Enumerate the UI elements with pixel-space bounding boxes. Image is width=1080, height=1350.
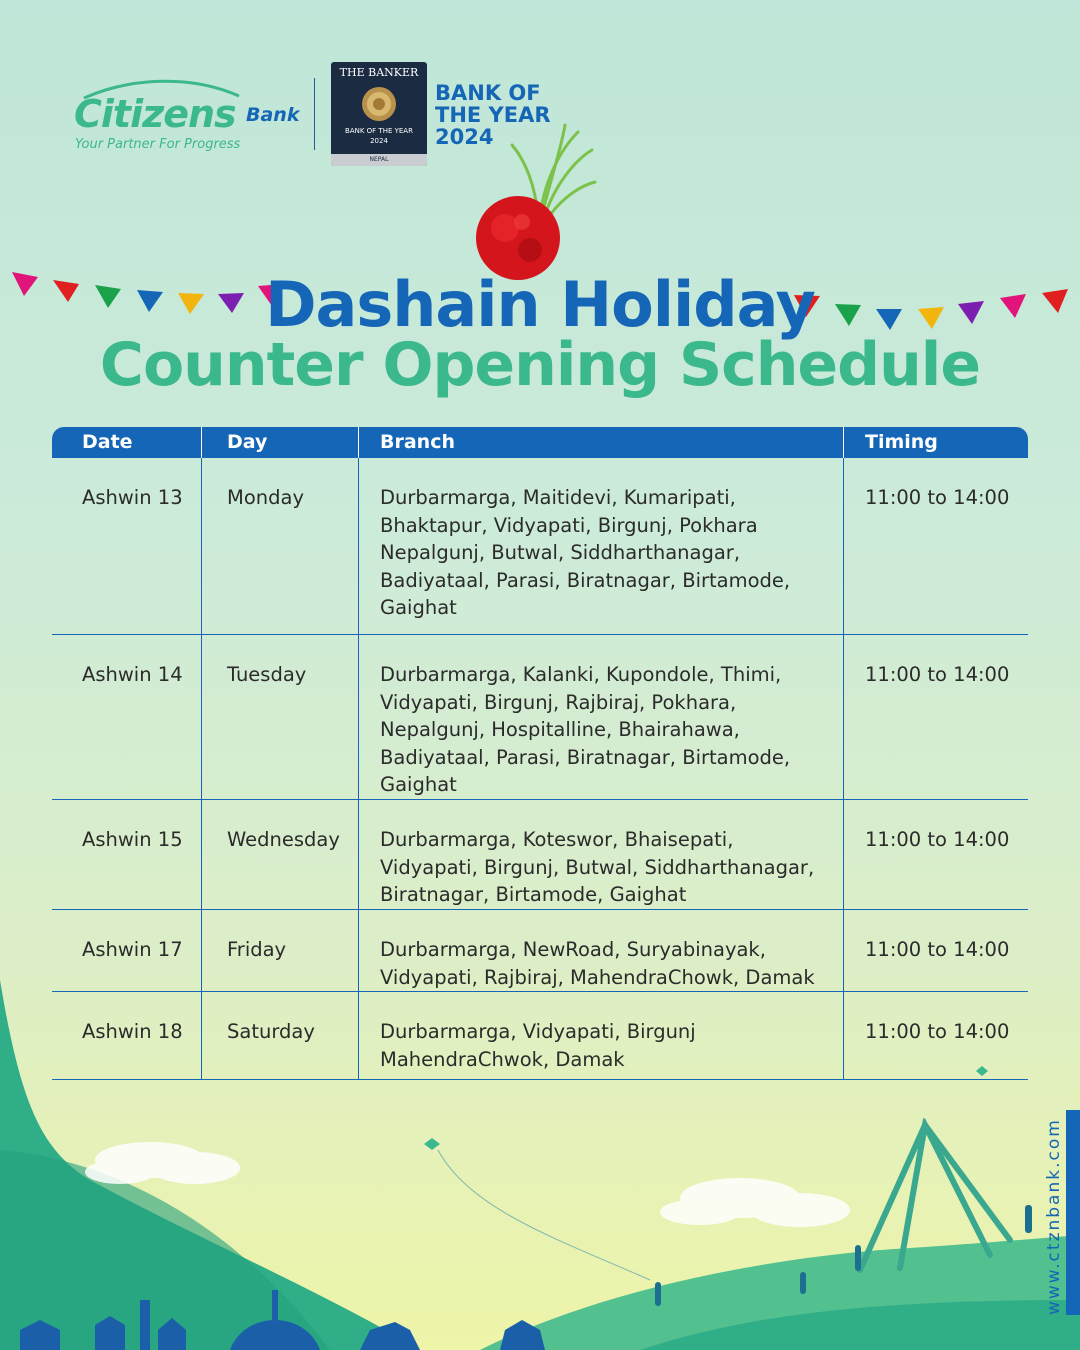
brand-suffix: Bank: [246, 104, 300, 126]
cell-date: Ashwin 18: [82, 1020, 183, 1043]
award-publisher: THE BANKER: [339, 66, 419, 79]
award-country: NEPAL: [331, 154, 427, 166]
award-badge-line1: BANK OF THE YEAR: [345, 127, 413, 135]
award-badge-line2: 2024: [370, 137, 388, 145]
cell-timing: 11:00 to 14:00: [843, 800, 1028, 909]
cell-date: Ashwin 14: [82, 663, 183, 686]
cell-branch: Durbarmarga, Koteswor, Bhaisepati, Vidyapati, Birgunj, Butwal, Siddharthanagar, Biratnagar, Birtamode, Gaighat: [358, 800, 843, 909]
award-badge: [331, 62, 427, 166]
page-title: Dashain Holiday: [265, 268, 815, 341]
award-headline-line3: 2024: [435, 125, 494, 149]
header-timing: Timing: [843, 427, 1028, 458]
header: [74, 62, 551, 172]
brand-tagline: Your Partner For Progress: [75, 137, 241, 152]
award-headline-line1: BANK OF: [435, 81, 541, 105]
table-row: [52, 800, 1028, 910]
cell-branch: Durbarmarga, Vidyapati, Birgunj MahendraChwok, Damak: [358, 992, 843, 1079]
cell-date: Ashwin 13: [82, 486, 183, 509]
cell-day: Wednesday: [201, 800, 358, 909]
table-row: [52, 458, 1028, 635]
cell-date: Ashwin 17: [82, 938, 183, 961]
schedule-table: [52, 427, 1028, 1080]
cell-branch: Durbarmarga, Maitidevi, Kumaripati, Bhaktapur, Vidyapati, Birgunj, Pokhara Nepalgunj, Butwal, Siddharthanagar, Badiyataal, Parasi, Biratnagar, Birtamode, Gaighat: [358, 458, 843, 634]
cell-date: Ashwin 15: [82, 828, 183, 851]
website-url[interactable]: [1014, 1105, 1074, 1315]
cell-day: Tuesday: [201, 635, 358, 799]
cell-day: Friday: [201, 910, 358, 991]
cell-day: Saturday: [201, 992, 358, 1079]
award-badge-text: [331, 126, 427, 146]
table-header: [52, 427, 1028, 458]
cell-branch: Durbarmarga, NewRoad, Suryabinayak, Vidyapati, Rajbiraj, MahendraChowk, Damak: [358, 910, 843, 991]
award-headline-line2: THE YEAR: [435, 103, 551, 127]
website-url-text[interactable]: www.ctznbank.com: [1044, 1118, 1064, 1315]
cell-timing: 11:00 to 14:00: [843, 458, 1028, 634]
header-date: Date: [82, 431, 133, 453]
cell-day: Monday: [201, 458, 358, 634]
cell-branch: Durbarmarga, Kalanki, Kupondole, Thimi, Vidyapati, Birgunj, Rajbiraj, Pokhara, Nepalgunj, Hospitalline, Bhairahawa, Badiyataal, Parasi, Biratnagar, Birtamode, Gaighat: [358, 635, 843, 799]
table-row: [52, 635, 1028, 800]
table-row: [52, 992, 1028, 1080]
cell-timing: 11:00 to 14:00: [843, 910, 1028, 991]
header-divider: [314, 78, 315, 150]
award-headline: [435, 82, 555, 148]
header-day: Day: [201, 427, 358, 458]
table-row: [52, 910, 1028, 992]
cell-timing: 11:00 to 14:00: [843, 992, 1028, 1079]
cell-timing: 11:00 to 14:00: [843, 635, 1028, 799]
header-branch: Branch: [358, 427, 843, 458]
banker-medal-icon: [359, 84, 399, 124]
side-accent-bar: [1066, 1110, 1080, 1315]
brand-name: Citizens: [74, 92, 236, 136]
page-subtitle: Counter Opening Schedule: [99, 330, 981, 400]
